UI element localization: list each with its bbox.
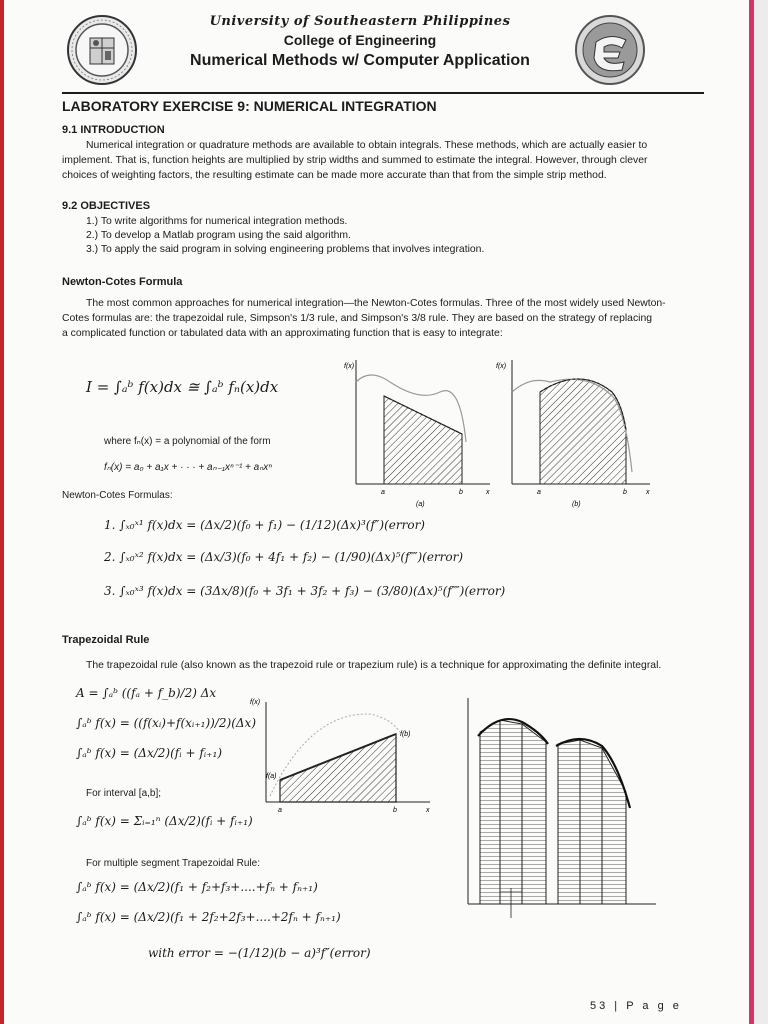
error-equation: with error = −(1/12)(b − a)³f″(error) [148,946,371,960]
figure-panel-a [344,360,490,508]
page-footer: 53 | P a g e [590,1000,682,1012]
trapezoid-figure [250,692,440,820]
nc-line: Cotes formulas are: the trapezoidal rule, Simpson's 1/3 rule, and Simpson's 3/8 rule. They are based on the strategy of replacing [62,313,653,324]
fig-label: a [278,807,282,814]
fig-label: b [393,807,397,814]
course-title: Numerical Methods w/ Computer Application [190,52,530,69]
trapezoidal-description: The trapezoidal rule (also known as the trapezoid rule or trapezium rule) is a technique for approximating the definite integral. [86,660,662,671]
university-name: University of Southeastern Philippines [209,14,511,29]
fig-label: f(x) [496,363,507,370]
where-text: where fₙ(x) = a polynomial of the form [104,436,271,447]
nc-formula-1: 1. ∫ₓ₀ˣ¹ f(x)dx = (Δx/2)(f₀ + f₁) − (1/12)(Δx)³(f″)(error) [104,518,425,532]
fig-label: b [623,489,627,496]
newton-cotes-figure [344,352,660,510]
nc-formulas-label: Newton-Cotes Formulas: [62,490,173,501]
trap-eq-area: A = ∫ₐᵇ ((fₐ + f_b)/2) Δx [76,686,217,700]
newton-cotes-main-equation: I = ∫ₐᵇ f(x)dx ≅ ∫ₐᵇ fₙ(x)dx [86,378,279,396]
trapezoidal-heading: Trapezoidal Rule [62,634,150,646]
fig-label: a [537,489,541,496]
objective-item: 3.) To apply the said program in solving engineering problems that involves integration. [86,244,485,255]
fig-label: f(x) [344,363,355,370]
newton-cotes-paragraph [62,296,682,341]
polynomial-form: fₙ(x) = a₀ + a₁x + · · · + aₙ₋₁xⁿ⁻¹ + aₙxⁿ [104,462,272,473]
fig-label: x [646,489,650,496]
multi-eq-1: ∫ₐᵇ f(x) = (Δx/2)(f₁ + f₂+f₃+....+fₙ + fₙ₊₁) [76,880,318,894]
header-divider [62,92,704,94]
page-edge [754,0,768,1024]
fig-label: f(x) [250,699,261,706]
nc-line: a complicated function or tabulated data with an approximating function that is easy to integrate: [62,328,503,339]
interval-label: For interval [a,b]; [86,788,162,799]
fig-label: f(b) [400,731,411,738]
fig-caption: (b) [572,501,581,508]
trap-eq-2: ∫ₐᵇ f(x) = ((f(xᵢ)+f(xᵢ₊₁))/2)(Δx) [76,716,256,730]
intro-line: choices of weighting factors, the resulting estimate can be made more accurate than that from the simple strip method. [62,170,607,181]
document-header [150,14,570,70]
objective-item: 1.) To write algorithms for numerical integration methods. [86,216,348,227]
intro-line: Numerical integration or quadrature methods are available to obtain integrals. These methods, which are actually easier to [86,140,648,151]
objectives-list [86,215,484,257]
interval-equation: ∫ₐᵇ f(x) = Σᵢ₌₁ⁿ (Δx/2)(fᵢ + fᵢ₊₁) [76,814,253,828]
multi-eq-2: ∫ₐᵇ f(x) = (Δx/2)(f₁ + 2f₂+2f₃+....+2fₙ + fₙ₊₁) [76,910,341,924]
nc-formula-2: 2. ∫ₓ₀ˣ² f(x)dx = (Δx/3)(f₀ + 4f₁ + f₂) − (1/90)(Δx)⁵(f⁗)(error) [104,550,464,564]
newton-cotes-heading: Newton-Cotes Formula [62,276,183,288]
objective-item: 2.) To develop a Matlab program using the said algorithm. [86,230,351,241]
multi-segment-label: For multiple segment Trapezoidal Rule: [86,858,260,869]
fig-label: b [459,489,463,496]
figure-panel-b [496,360,650,508]
lab-title: LABORATORY EXERCISE 9: NUMERICAL INTEGRATION [62,98,437,114]
college-name: College of Engineering [283,32,437,48]
left-border [0,0,4,1024]
intro-line: implement. That is, function heights are multiplied by strip widths and summed to estimate the integral. However, through clever [62,155,648,166]
multi-segment-figure [460,692,660,952]
university-seal-logo [66,14,138,86]
objectives-heading: 9.2 OBJECTIVES [62,200,151,212]
fig-caption: (a) [416,501,425,508]
fig-label: a [381,489,385,496]
intro-heading: 9.1 INTRODUCTION [62,124,165,136]
fig-label: f(a) [266,773,277,780]
trap-eq-3: ∫ₐᵇ f(x) = (Δx/2)(fᵢ + fᵢ₊₁) [76,746,223,760]
fig-label: x [426,807,430,814]
intro-paragraph [62,138,682,183]
nc-formula-3: 3. ∫ₓ₀ˣ³ f(x)dx = (3Δx/8)(f₀ + 3f₁ + 3f₂ + f₃) − (3/80)(Δx)⁵(f⁗)(error) [104,584,506,598]
fig-label: x [486,489,490,496]
college-engineering-logo [574,14,646,86]
nc-line: The most common approaches for numerical integration—the Newton-Cotes formulas. Three of the most widely used Newton- [86,298,666,309]
